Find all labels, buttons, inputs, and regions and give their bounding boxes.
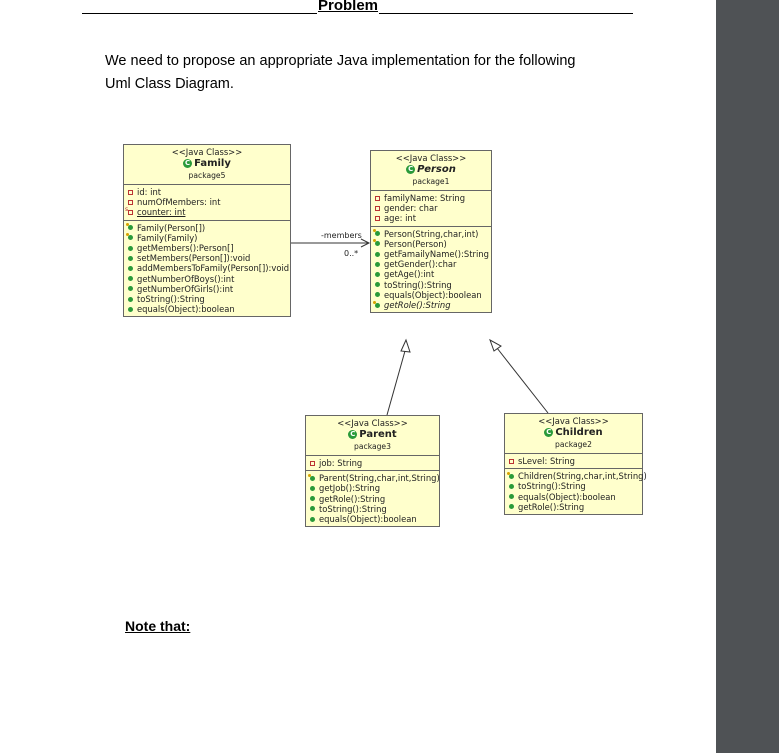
method-row: getRole():String bbox=[508, 502, 639, 512]
method-row: toString():String bbox=[127, 294, 287, 304]
class-icon: C bbox=[350, 429, 356, 438]
method-row: equals(Object):boolean bbox=[127, 304, 287, 314]
method-row: getMembers():Person[] bbox=[127, 243, 287, 253]
public-method-icon bbox=[310, 517, 315, 522]
private-field-icon bbox=[375, 216, 380, 221]
public-method-icon bbox=[310, 496, 315, 501]
children-class-name: Children bbox=[555, 427, 603, 438]
association-role-label: -members bbox=[321, 231, 362, 240]
person-class-name: Person bbox=[417, 164, 456, 175]
public-method-icon bbox=[375, 252, 380, 257]
parent-package: package3 bbox=[354, 442, 391, 451]
parent-stereotype: <<Java Class>> bbox=[337, 418, 408, 428]
field-row: job: String bbox=[309, 458, 436, 468]
children-methods bbox=[505, 469, 647, 514]
method-row: getRole():String bbox=[374, 300, 488, 310]
parent-fields bbox=[306, 456, 439, 471]
method-row: setMembers(Person[]):void bbox=[127, 253, 287, 263]
family-package: package5 bbox=[188, 171, 226, 180]
private-field-icon bbox=[509, 459, 514, 464]
public-method-icon bbox=[310, 486, 315, 491]
constructor-icon bbox=[310, 476, 315, 481]
field-row: gender: char bbox=[374, 203, 488, 213]
parent-class-name: Parent bbox=[359, 429, 397, 440]
person-package: package1 bbox=[412, 177, 450, 186]
problem-heading: Problem bbox=[317, 0, 379, 14]
constructor-icon bbox=[128, 225, 133, 230]
public-method-icon bbox=[375, 282, 380, 287]
method-row: Person(Person) bbox=[374, 239, 488, 249]
parent-class-box bbox=[305, 415, 440, 527]
method-row: Family(Person[]) bbox=[127, 223, 287, 233]
method-row: equals(Object):boolean bbox=[309, 514, 436, 524]
method-row: Children(String,char,int,String) bbox=[508, 471, 639, 481]
public-method-icon bbox=[375, 262, 380, 267]
method-row: Family(Family) bbox=[127, 233, 287, 243]
abstract-class-icon: C bbox=[408, 164, 414, 173]
public-method-icon bbox=[128, 286, 133, 291]
family-stereotype: <<Java Class>> bbox=[171, 147, 243, 157]
children-stereotype: <<Java Class>> bbox=[538, 416, 609, 426]
note-heading: Note that: bbox=[125, 618, 191, 634]
parent-generalization-arrowhead bbox=[401, 340, 410, 352]
public-method-icon bbox=[128, 266, 133, 271]
field-row: sLevel: String bbox=[508, 456, 639, 466]
children-package: package2 bbox=[555, 440, 592, 449]
public-method-icon bbox=[128, 256, 133, 261]
abstract-method-icon bbox=[375, 303, 380, 308]
person-fields bbox=[371, 191, 491, 227]
private-field-icon bbox=[128, 190, 133, 195]
private-field-icon bbox=[375, 206, 380, 211]
method-row: getJob():String bbox=[309, 483, 436, 493]
static-field-icon bbox=[128, 210, 133, 215]
public-method-icon bbox=[128, 297, 133, 302]
person-class-header bbox=[371, 151, 491, 191]
public-method-icon bbox=[509, 484, 514, 489]
method-row: getNumberOfBoys():int bbox=[127, 274, 287, 284]
association-multiplicity-label: 0..* bbox=[344, 249, 359, 258]
public-method-icon bbox=[375, 292, 380, 297]
parent-methods bbox=[306, 471, 439, 526]
public-method-icon bbox=[128, 307, 133, 312]
field-row: s counter: int bbox=[127, 207, 287, 217]
private-field-icon bbox=[375, 196, 380, 201]
children-generalization-arrowhead bbox=[490, 340, 501, 351]
method-row: equals(Object):boolean bbox=[374, 290, 488, 300]
method-row: toString():String bbox=[309, 504, 436, 514]
public-method-icon bbox=[310, 506, 315, 511]
field-row: id: int bbox=[127, 187, 287, 197]
family-class-box bbox=[123, 144, 291, 317]
intro-line-2: Uml Class Diagram. bbox=[105, 76, 234, 92]
children-generalization-line bbox=[497, 348, 548, 413]
children-fields bbox=[505, 454, 642, 469]
intro-line-1: We need to propose an appropriate Java implementation for the following bbox=[105, 53, 576, 69]
person-methods bbox=[371, 227, 491, 313]
public-method-icon bbox=[375, 272, 380, 277]
constructor-icon bbox=[375, 241, 380, 246]
family-methods bbox=[124, 221, 290, 317]
family-fields bbox=[124, 185, 290, 221]
method-row: getNumberOfGirls():int bbox=[127, 284, 287, 294]
private-field-icon bbox=[310, 461, 315, 466]
method-row: getAge():int bbox=[374, 269, 488, 279]
method-row: toString():String bbox=[508, 481, 639, 491]
constructor-icon bbox=[509, 474, 514, 479]
public-method-icon bbox=[509, 494, 514, 499]
person-class-box bbox=[370, 150, 492, 313]
method-row: getGender():char bbox=[374, 259, 488, 269]
class-icon: C bbox=[546, 427, 552, 436]
method-row: Person(String,char,int) bbox=[374, 229, 488, 239]
constructor-icon bbox=[375, 231, 380, 236]
field-row: age: int bbox=[374, 213, 488, 223]
class-icon: C bbox=[185, 158, 191, 167]
children-class-box bbox=[504, 413, 647, 515]
public-method-icon bbox=[128, 246, 133, 251]
method-row: Parent(String,char,int,String) bbox=[309, 473, 436, 483]
method-row: addMembersToFamily(Person[]):void bbox=[127, 263, 287, 273]
family-class-name: Family bbox=[194, 158, 231, 169]
children-class-header bbox=[505, 414, 642, 454]
method-row: toString():String bbox=[374, 280, 488, 290]
private-field-icon bbox=[128, 200, 133, 205]
method-row: getFamailyName():String bbox=[374, 249, 488, 259]
method-row: equals(Object):boolean bbox=[508, 492, 639, 502]
field-row: numOfMembers: int bbox=[127, 197, 287, 207]
parent-class-header bbox=[306, 416, 439, 456]
constructor-icon bbox=[128, 235, 133, 240]
method-row: getRole():String bbox=[309, 494, 436, 504]
family-class-header bbox=[124, 145, 290, 185]
parent-generalization-line bbox=[387, 351, 405, 415]
person-stereotype: <<Java Class>> bbox=[395, 153, 467, 163]
public-method-icon bbox=[128, 276, 133, 281]
public-method-icon bbox=[509, 504, 514, 509]
field-row: familyName: String bbox=[374, 193, 488, 203]
